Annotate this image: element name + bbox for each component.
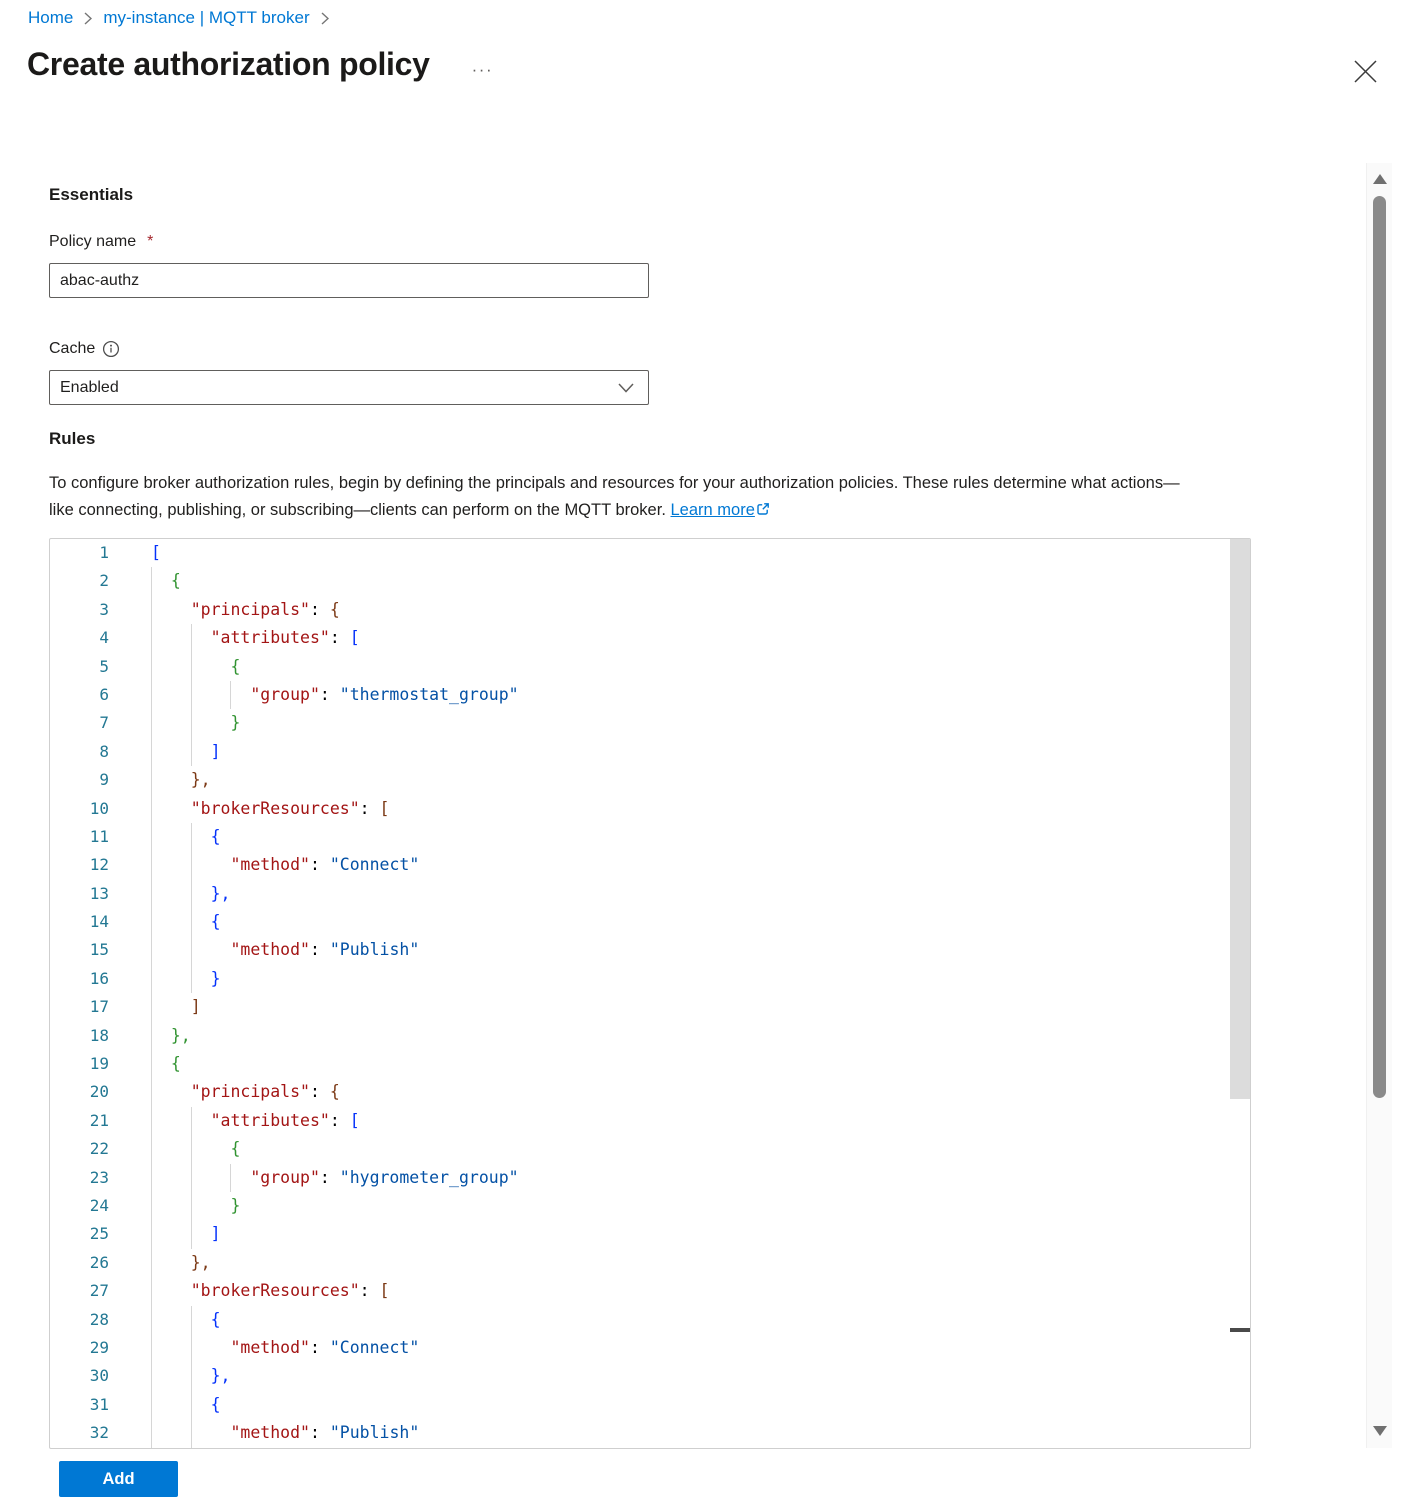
code-token: } bbox=[210, 968, 221, 988]
scrollbar-thumb[interactable] bbox=[1373, 196, 1386, 1098]
indent-guide bbox=[151, 1050, 152, 1078]
line-number: 15 bbox=[89, 940, 109, 960]
learn-more-label: Learn more bbox=[670, 500, 755, 519]
indent-guide bbox=[191, 880, 192, 908]
code-token: } bbox=[230, 1195, 241, 1215]
required-marker: * bbox=[147, 233, 154, 250]
cache-label-text: Cache bbox=[49, 340, 96, 357]
code-token: [ bbox=[349, 1110, 360, 1130]
indent-guide bbox=[151, 1192, 152, 1220]
code-line[interactable] bbox=[50, 993, 1250, 1021]
code-line[interactable] bbox=[50, 1135, 1250, 1163]
indent-guide bbox=[151, 653, 152, 681]
code-line[interactable] bbox=[50, 1306, 1250, 1334]
code-token: [ bbox=[379, 1281, 390, 1301]
code-token: { bbox=[329, 1082, 340, 1102]
indent-guide bbox=[151, 1334, 152, 1362]
code-line-content bbox=[151, 738, 221, 766]
chevron-right-icon bbox=[84, 12, 92, 25]
indent-guide bbox=[151, 738, 152, 766]
indent-guide bbox=[151, 766, 152, 794]
indent-guide bbox=[230, 1164, 231, 1192]
indent-guide bbox=[151, 965, 152, 993]
code-line[interactable] bbox=[50, 1078, 1250, 1106]
line-number: 1 bbox=[99, 543, 109, 562]
indent-guide bbox=[191, 738, 192, 766]
code-token: [ bbox=[349, 628, 360, 648]
code-line-content bbox=[151, 1050, 181, 1078]
code-line[interactable] bbox=[50, 567, 1250, 595]
code-line-content bbox=[151, 681, 519, 709]
code-line[interactable] bbox=[50, 1050, 1250, 1078]
indent-guide bbox=[151, 567, 152, 595]
code-token: { bbox=[210, 912, 221, 932]
code-line[interactable] bbox=[50, 1277, 1250, 1305]
indent-guide bbox=[191, 965, 192, 993]
indent-guide bbox=[151, 624, 152, 652]
code-token: }, bbox=[190, 770, 211, 790]
line-number: 4 bbox=[99, 628, 109, 648]
code-line-content bbox=[151, 1362, 230, 1390]
code-line-content bbox=[151, 795, 389, 823]
code-line-content bbox=[151, 1164, 519, 1192]
code-line[interactable] bbox=[50, 936, 1250, 964]
code-token: : bbox=[329, 1110, 350, 1130]
editor-scrollbar bbox=[1230, 539, 1250, 1448]
code-token: "method" bbox=[230, 940, 310, 960]
code-lines bbox=[50, 539, 1250, 1448]
line-number: 18 bbox=[89, 1025, 109, 1045]
code-line[interactable] bbox=[50, 1249, 1250, 1277]
code-line[interactable] bbox=[50, 681, 1250, 709]
indent-guide bbox=[151, 1107, 152, 1135]
line-number: 9 bbox=[99, 770, 109, 790]
code-line[interactable] bbox=[50, 1334, 1250, 1362]
code-line[interactable] bbox=[50, 880, 1250, 908]
code-token: "method" bbox=[230, 855, 310, 875]
code-token: "Connect" bbox=[329, 855, 420, 875]
line-number: 12 bbox=[89, 855, 109, 875]
close-button[interactable] bbox=[1348, 54, 1382, 88]
code-line[interactable] bbox=[50, 823, 1250, 851]
editor-cursor-marker bbox=[1230, 1328, 1250, 1332]
code-token: { bbox=[170, 571, 181, 591]
indent-guide bbox=[191, 1419, 192, 1447]
indent-guide bbox=[191, 681, 192, 709]
code-line-content bbox=[151, 908, 221, 936]
code-line[interactable] bbox=[50, 965, 1250, 993]
more-actions-button[interactable]: ··· bbox=[471, 59, 494, 79]
code-token: : bbox=[319, 1167, 340, 1187]
indent-guide bbox=[151, 1419, 152, 1447]
code-token: ] bbox=[210, 1224, 221, 1244]
code-token: ] bbox=[210, 741, 221, 761]
rules-description-text: To configure broker authorization rules, begin by defining the principals and resources for your authorization policies. These rules determine what actions—like connecting, publishing, or subscribing—clients can perform on the MQTT broker. bbox=[49, 474, 1180, 519]
page-scrollbar bbox=[1366, 163, 1392, 1448]
code-token: }, bbox=[210, 1366, 231, 1386]
code-token: : bbox=[359, 798, 380, 818]
indent-guide bbox=[151, 1220, 152, 1248]
indent-guide bbox=[151, 681, 152, 709]
code-line-content bbox=[151, 851, 419, 879]
indent-guide bbox=[151, 1135, 152, 1163]
line-number: 30 bbox=[89, 1366, 109, 1386]
indent-guide bbox=[151, 1391, 152, 1419]
line-number: 16 bbox=[89, 968, 109, 988]
indent-guide bbox=[191, 1362, 192, 1390]
rules-heading: Rules bbox=[49, 429, 96, 448]
code-token: : bbox=[309, 855, 330, 875]
code-token: "principals" bbox=[190, 1082, 310, 1102]
line-number: 25 bbox=[89, 1224, 109, 1244]
line-number: 5 bbox=[99, 656, 109, 676]
essentials-heading: Essentials bbox=[49, 185, 134, 204]
code-token: { bbox=[170, 1054, 181, 1074]
indent-guide bbox=[191, 1334, 192, 1362]
indent-guide bbox=[191, 1164, 192, 1192]
code-token: "brokerResources" bbox=[190, 798, 360, 818]
line-number: 14 bbox=[89, 912, 109, 932]
line-number: 13 bbox=[89, 883, 109, 903]
code-line[interactable] bbox=[50, 1107, 1250, 1135]
indent-guide bbox=[151, 1078, 152, 1106]
code-token: { bbox=[230, 656, 241, 676]
code-line[interactable] bbox=[50, 766, 1250, 794]
code-line-content bbox=[151, 880, 230, 908]
indent-guide bbox=[191, 823, 192, 851]
code-token: ] bbox=[190, 997, 201, 1017]
code-token: { bbox=[210, 826, 221, 846]
indent-guide bbox=[151, 709, 152, 737]
indent-guide bbox=[151, 851, 152, 879]
indent-guide bbox=[191, 1107, 192, 1135]
indent-guide bbox=[151, 936, 152, 964]
line-number: 22 bbox=[89, 1139, 109, 1159]
line-number: 23 bbox=[89, 1167, 109, 1187]
indent-guide bbox=[151, 1277, 152, 1305]
line-number: 17 bbox=[89, 997, 109, 1017]
line-number: 6 bbox=[99, 684, 109, 704]
line-number: 2 bbox=[99, 571, 109, 591]
indent-guide bbox=[191, 1135, 192, 1163]
code-line[interactable] bbox=[50, 795, 1250, 823]
indent-guide bbox=[191, 1391, 192, 1419]
learn-more-link[interactable] bbox=[671, 501, 770, 519]
code-token: : bbox=[309, 940, 330, 960]
line-number: 32 bbox=[89, 1423, 109, 1443]
line-number: 20 bbox=[89, 1082, 109, 1102]
code-line[interactable] bbox=[50, 596, 1250, 624]
indent-guide bbox=[151, 993, 152, 1021]
code-line-content bbox=[151, 1249, 211, 1277]
code-token: }, bbox=[170, 1025, 191, 1045]
line-number: 19 bbox=[89, 1054, 109, 1074]
breadcrumb bbox=[28, 8, 329, 28]
code-line-content bbox=[151, 596, 340, 624]
code-token: : bbox=[319, 684, 340, 704]
breadcrumb-home-link[interactable]: Home bbox=[28, 8, 74, 27]
code-token: : bbox=[359, 1281, 380, 1301]
indent-guide bbox=[151, 795, 152, 823]
code-line-content bbox=[151, 1078, 340, 1106]
policy-name-input[interactable] bbox=[49, 263, 649, 298]
indent-guide bbox=[191, 908, 192, 936]
code-token: { bbox=[210, 1394, 221, 1414]
code-line[interactable] bbox=[50, 624, 1250, 652]
code-line[interactable] bbox=[50, 709, 1250, 737]
page-title: Create authorization policy bbox=[27, 46, 430, 82]
code-line[interactable] bbox=[50, 738, 1250, 766]
line-number: 28 bbox=[89, 1309, 109, 1329]
code-token: "Publish" bbox=[329, 1423, 420, 1443]
code-token: }, bbox=[190, 1252, 211, 1272]
line-number: 29 bbox=[89, 1337, 109, 1357]
code-line-content bbox=[151, 823, 221, 851]
code-line[interactable] bbox=[50, 851, 1250, 879]
code-token: { bbox=[230, 1139, 241, 1159]
code-line[interactable] bbox=[50, 1164, 1250, 1192]
code-line-content bbox=[151, 624, 360, 652]
indent-guide bbox=[191, 936, 192, 964]
code-line-content bbox=[151, 1334, 419, 1362]
code-token: "method" bbox=[230, 1423, 310, 1443]
code-line-content bbox=[151, 1419, 419, 1447]
code-line-content bbox=[151, 709, 240, 737]
external-link-icon bbox=[756, 498, 770, 525]
info-icon[interactable] bbox=[102, 340, 120, 358]
code-token: "group" bbox=[250, 1167, 320, 1187]
cache-dropdown-value: Enabled bbox=[60, 378, 119, 396]
code-token: "attributes" bbox=[210, 628, 330, 648]
code-line-content bbox=[151, 1135, 240, 1163]
code-token: "principals" bbox=[190, 599, 310, 619]
code-line-content bbox=[151, 965, 221, 993]
indent-guide bbox=[151, 1362, 152, 1390]
line-number: 26 bbox=[89, 1252, 109, 1272]
line-number: 24 bbox=[89, 1195, 109, 1215]
indent-guide bbox=[151, 596, 152, 624]
code-token: "attributes" bbox=[210, 1110, 330, 1130]
code-token: "brokerResources" bbox=[190, 1281, 360, 1301]
line-number: 31 bbox=[89, 1394, 109, 1414]
indent-guide bbox=[151, 908, 152, 936]
code-token: "method" bbox=[230, 1337, 310, 1357]
code-token: : bbox=[309, 1337, 330, 1357]
code-line-content bbox=[151, 993, 201, 1021]
code-line[interactable] bbox=[50, 1022, 1250, 1050]
code-line[interactable] bbox=[50, 1220, 1250, 1248]
code-line-content bbox=[151, 653, 240, 681]
indent-guide bbox=[151, 1022, 152, 1050]
indent-guide bbox=[151, 1164, 152, 1192]
line-number: 7 bbox=[99, 713, 109, 733]
policy-name-label bbox=[49, 233, 153, 251]
code-line[interactable] bbox=[50, 1391, 1250, 1419]
indent-guide bbox=[191, 653, 192, 681]
scrollbar-down-arrow[interactable] bbox=[1373, 1426, 1387, 1436]
indent-guide bbox=[191, 1220, 192, 1248]
code-token: "Connect" bbox=[329, 1337, 420, 1357]
rules-json-editor[interactable] bbox=[49, 538, 1251, 1449]
code-line[interactable] bbox=[50, 653, 1250, 681]
add-button[interactable]: Add bbox=[59, 1461, 178, 1497]
indent-guide bbox=[191, 1306, 192, 1334]
cache-dropdown[interactable] bbox=[49, 370, 649, 405]
indent-guide bbox=[191, 851, 192, 879]
code-token: : bbox=[309, 1082, 330, 1102]
code-line-content bbox=[151, 1107, 360, 1135]
code-line-content bbox=[151, 1220, 221, 1248]
code-token: { bbox=[210, 1309, 221, 1329]
code-line-content bbox=[151, 1277, 389, 1305]
rules-description bbox=[49, 470, 1184, 524]
code-line-content bbox=[151, 539, 161, 567]
code-line[interactable] bbox=[50, 1419, 1250, 1447]
indent-guide bbox=[151, 880, 152, 908]
cache-label bbox=[49, 340, 120, 358]
code-line-content bbox=[151, 936, 419, 964]
code-line[interactable] bbox=[50, 1362, 1250, 1390]
code-line-content bbox=[151, 1192, 240, 1220]
page-header bbox=[27, 46, 493, 83]
indent-guide bbox=[230, 681, 231, 709]
close-icon bbox=[1353, 59, 1378, 84]
policy-name-label-text: Policy name bbox=[49, 233, 137, 250]
code-token: }, bbox=[210, 883, 231, 903]
code-token: : bbox=[309, 599, 330, 619]
code-token: [ bbox=[151, 543, 161, 562]
breadcrumb-instance-link[interactable]: my-instance | MQTT broker bbox=[103, 8, 310, 27]
code-line-content bbox=[151, 1022, 191, 1050]
indent-guide bbox=[191, 709, 192, 737]
scrollbar-up-arrow[interactable] bbox=[1373, 174, 1387, 184]
line-number: 21 bbox=[89, 1110, 109, 1130]
code-line-content bbox=[151, 1306, 221, 1334]
chevron-right-icon bbox=[321, 12, 329, 25]
code-line-content bbox=[151, 1391, 221, 1419]
line-number: 3 bbox=[99, 599, 109, 619]
code-token: "hygrometer_group" bbox=[339, 1167, 519, 1187]
indent-guide bbox=[151, 823, 152, 851]
chevron-down-icon bbox=[618, 383, 634, 393]
line-number: 8 bbox=[99, 741, 109, 761]
code-token: "group" bbox=[250, 684, 320, 704]
code-line[interactable] bbox=[50, 1192, 1250, 1220]
code-token: : bbox=[329, 628, 350, 648]
editor-scrollbar-thumb[interactable] bbox=[1230, 539, 1250, 1099]
code-token: "Publish" bbox=[329, 940, 420, 960]
code-token: [ bbox=[379, 798, 390, 818]
code-line-content bbox=[151, 766, 211, 794]
indent-guide bbox=[151, 1249, 152, 1277]
line-number: 11 bbox=[89, 826, 109, 846]
code-line[interactable] bbox=[50, 539, 1250, 567]
line-number: 27 bbox=[89, 1281, 109, 1301]
code-line-content bbox=[151, 567, 181, 595]
code-token: "thermostat_group" bbox=[339, 684, 519, 704]
code-token: { bbox=[329, 599, 340, 619]
indent-guide bbox=[191, 624, 192, 652]
code-token: : bbox=[309, 1423, 330, 1443]
line-number: 10 bbox=[89, 798, 109, 818]
code-token: } bbox=[230, 713, 241, 733]
indent-guide bbox=[191, 1192, 192, 1220]
code-line[interactable] bbox=[50, 908, 1250, 936]
indent-guide bbox=[151, 1306, 152, 1334]
